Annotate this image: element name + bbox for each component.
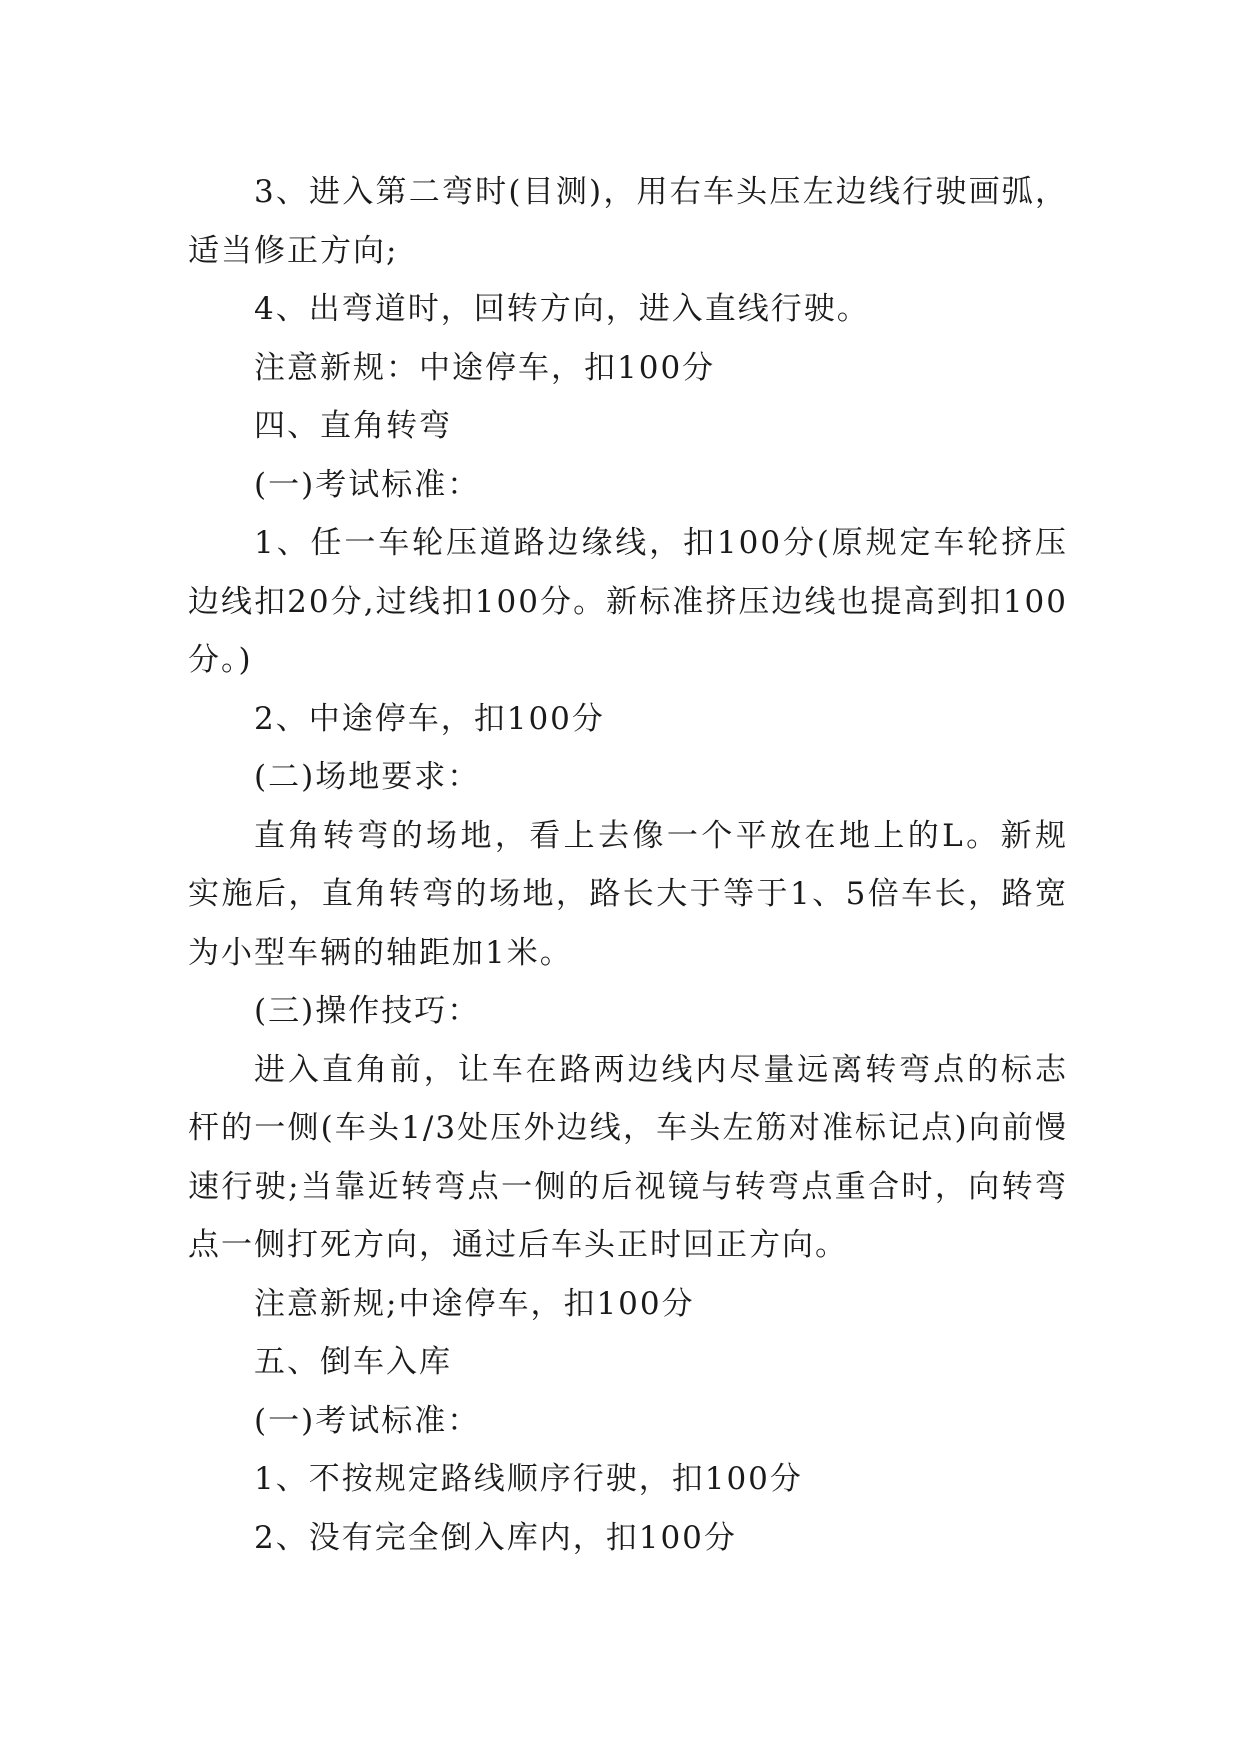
subsection-heading: (一)考试标准： <box>254 466 481 503</box>
paragraph: 注意新规：中途停车，扣100分 <box>254 349 716 386</box>
paragraph: 进入直角前，让车在路两边线内尽量远离转弯点的标志杆的一侧(车头1/3处压外边线，车头左筋对准标记点)向前慢速行驶;当靠近转弯点一侧的后视镜与转弯点重合时，向转弯点一侧打死方向，通过后车头正时回正方向。 <box>188 1051 1068 1263</box>
paragraph: 1、不按规定路线顺序行驶，扣100分 <box>254 1461 803 1497</box>
section-heading: 五、倒车入库 <box>254 1344 452 1380</box>
paragraph: 1、任一车轮压道路边缘线，扣100分(原规定车轮挤压边线扣20分,过线扣100分。新标准挤压边线也提高到扣100分。) <box>188 525 1068 678</box>
paragraph: 3、进入第二弯时(目测)，用右车头压左边线行驶画弧，适当修正方向; <box>188 174 1068 269</box>
section-heading: 四、直角转弯 <box>254 408 452 444</box>
paragraph: 2、没有完全倒入库内，扣100分 <box>254 1519 737 1556</box>
paragraph: 4、出弯道时，回转方向，进入直线行驶。 <box>254 291 870 327</box>
subsection-heading: (三)操作技巧： <box>254 993 481 1029</box>
paragraph: 注意新规;中途停车，扣100分 <box>254 1285 695 1322</box>
subsection-heading: (二)场地要求： <box>254 759 481 795</box>
subsection-heading: (一)考试标准： <box>254 1402 481 1439</box>
document-body <box>188 163 1068 1567</box>
paragraph: 直角转弯的场地，看上去像一个平放在地上的L。新规实施后，直角转弯的场地，路长大于等于1、5倍车长，路宽为小型车辆的轴距加1米。 <box>188 817 1068 971</box>
paragraph: 2、中途停车，扣100分 <box>254 700 605 737</box>
